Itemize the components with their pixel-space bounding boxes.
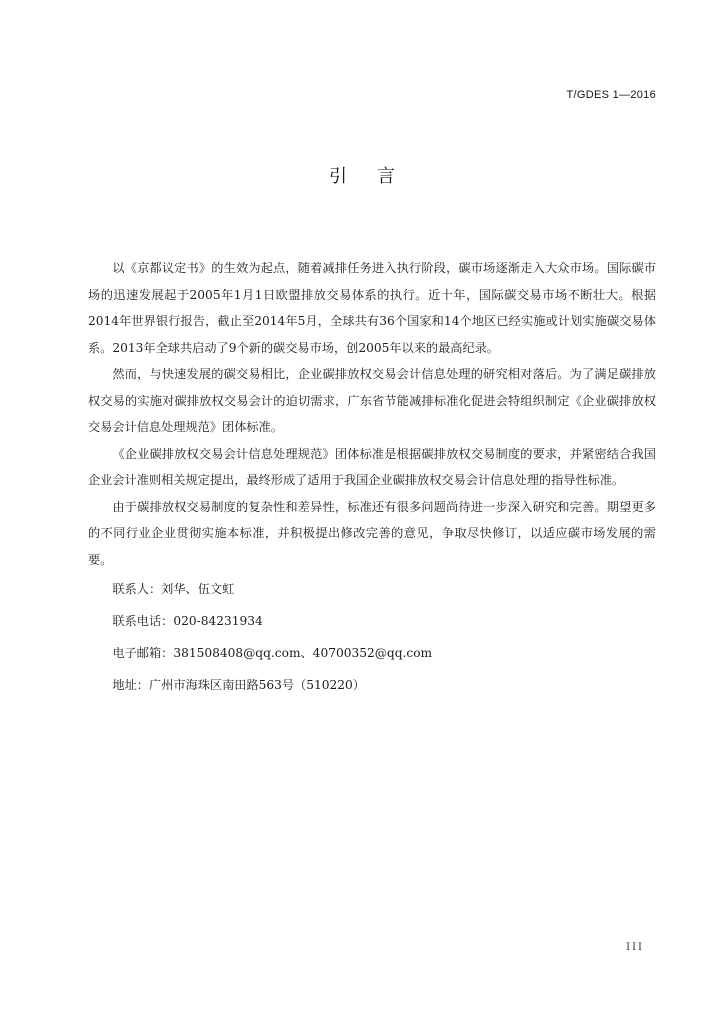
paragraph-feedback-request: 由于碳排放权交易制度的复杂性和差异性，标准还有很多问题尚待进一步深入研究和完善。期望更多的不同行业企业贯彻实施本标准，并积极提出修改完善的意见，争取尽快修订，以适应碳市场发展的需要。 — [88, 499, 656, 567]
contact-email: 电子邮箱：381508408@qq.com、40700352@qq.com — [112, 646, 433, 660]
page-number: III — [626, 942, 644, 953]
section-title: 引言 — [329, 166, 425, 187]
paragraph-standard-basis: 《企业碳排放权交易会计信息处理规范》团体标准是根据碳排放权交易制度的要求，并紧密结合我国企业会计准则相关规定提出，最终形成了适用于我国企业碳排放权交易会计信息处理的指导性标准。 — [88, 446, 656, 487]
contact-person: 联系人：刘华、伍文虹 — [112, 582, 235, 596]
contact-address: 地址：广州市海珠区南田路563号（510220） — [112, 678, 365, 692]
paragraph-research-gap: 然而，与快速发展的碳交易相比，企业碳排放权交易会计信息处理的研究相对落后。为了满足碳排放权交易的实施对碳排放权交易会计的迫切需求，广东省节能减排标准化促进会特组织制定《企业碳排放权交易会计信息处理规范》团体标准。 — [88, 367, 656, 434]
contact-phone: 联系电话：020-84231934 — [112, 614, 263, 628]
introduction-body — [88, 255, 656, 701]
paragraph-carbon-market-history: 以《京都议定书》的生效为起点，随着减排任务进入执行阶段，碳市场逐渐走入大众市场。国际碳市场的迅速发展起于2005年1月1日欧盟排放交易体系的执行。近十年，国际碳交易市场不断壮大。根据2014年世界银行报告，截止至2014年5月，全球共有36个国家和14个地区已经实施或计划实施碳交易体系。2013年全球共启动了9个新的碳交易市场，创2005年以来的最高纪录。 — [88, 261, 656, 355]
document-code: T/GDES 1—2016 — [566, 89, 656, 101]
